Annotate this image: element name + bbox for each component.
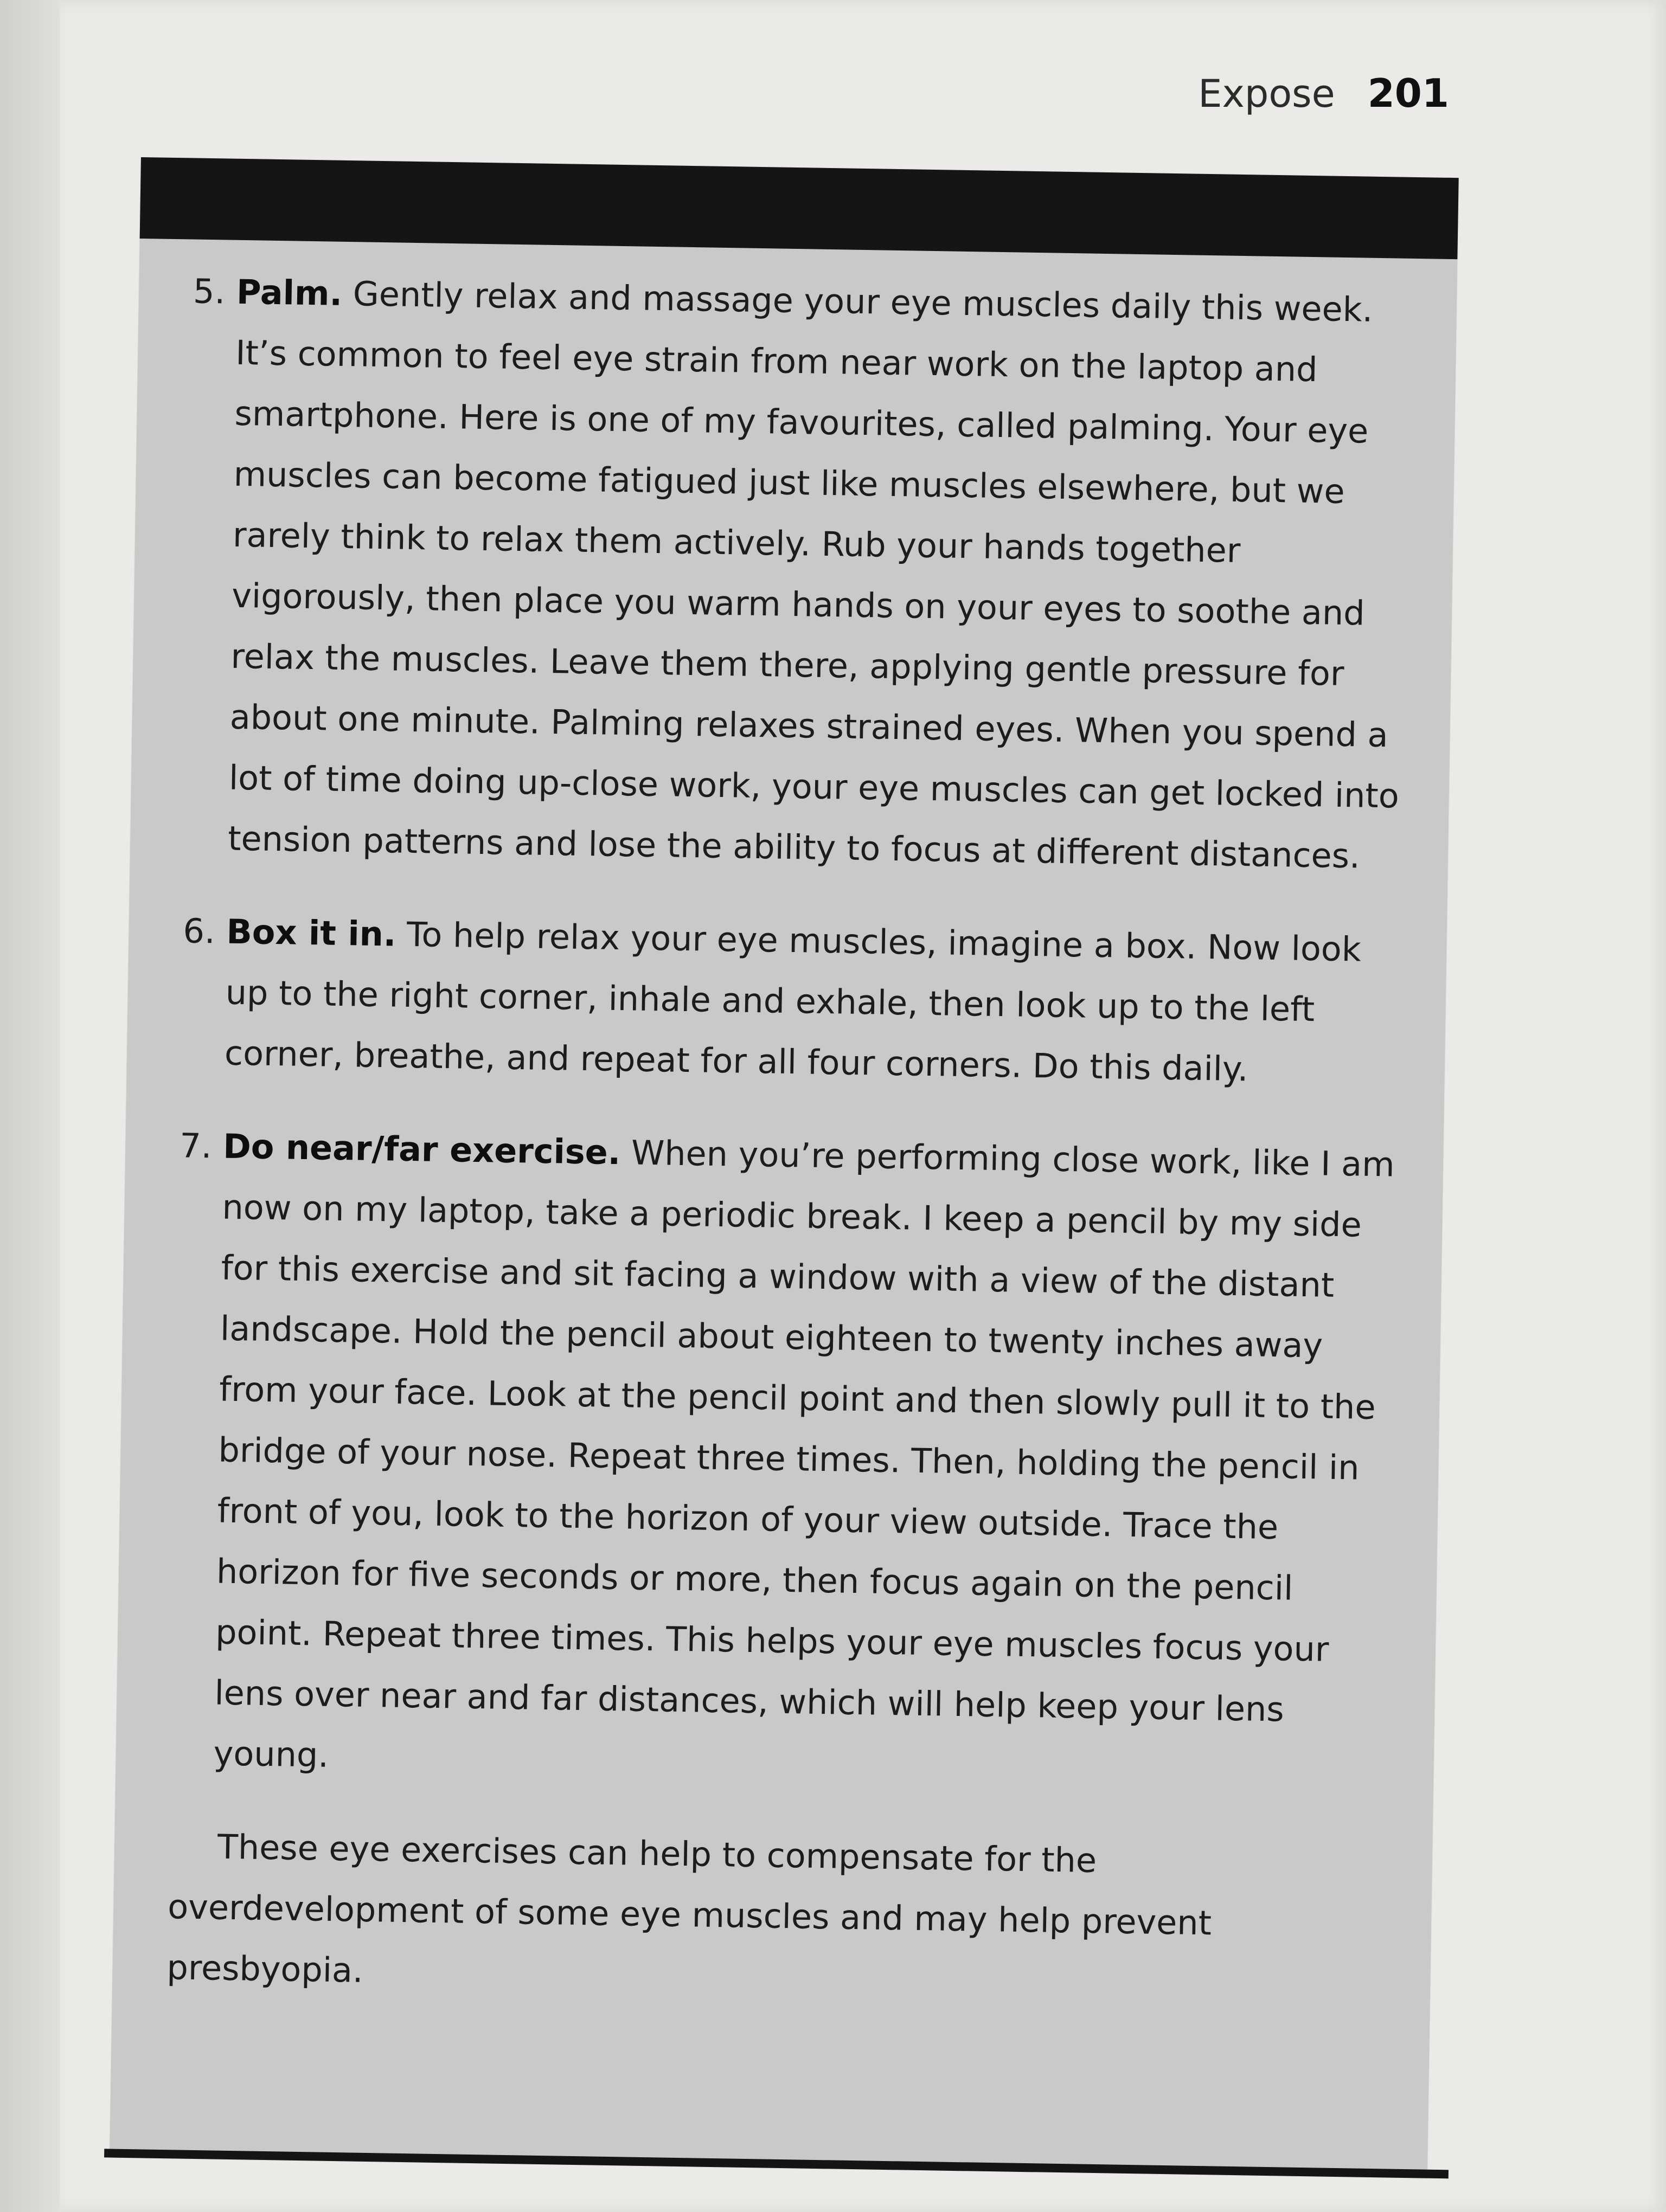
page-number: 201 [1367, 70, 1449, 116]
list-item-text: Gently relax and massage your eye muscles daily this week. It’s common to feel eye strain from near work on the laptop and smartphone. Here is one of my favourites, called palming. Your eye muscles can become fatigued just like muscles elsewhere, but we rarely think to relax them actively. Rub your hands together vigorously, then place you warm hands on your eyes to soothe and relax the muscles. Leave them there, applying gentle pressure for about one minute. Palming relaxes strained eyes. When you spend a lot of time doing up-close work, your eye muscles can get locked into tension patterns and lose the ability to focus at different distances. [227, 273, 1400, 876]
closing-paragraph: These eye exercises can help to compensate for the overdevelopment of some eye muscles and may help prevent presbyopia. [166, 1827, 1212, 1990]
list-item-body [227, 262, 1413, 888]
list-item-lead: Palm. [236, 272, 343, 313]
list-item-number: 6. [183, 911, 216, 951]
list-item-text: When you’re performing close work, like I am now on my laptop, take a periodic break. I keep a pencil by my side for this exercise and sit facing a window with a view of the distant landscape. Hold the pencil about eighteen to twenty inches away from your face. Look at the pencil point and then slowly pull it to the bridge of your nose. Repeat three times. Then, holding the pencil in front of you, look to the horizon of your view outside. Trace the horizon for five seconds or more, then focus again on the pencil point. Repeat three times. This helps your eye muscles focus your lens over near and far distances, which will help keep your lens young. [213, 1133, 1395, 1775]
list-item-body [213, 1116, 1400, 1803]
running-head [1198, 70, 1449, 116]
running-head-section: Expose [1198, 72, 1335, 116]
list-item-text: To help relax your eye muscles, imagine a box. Now look up to the right corner, inhale and exhale, then look up to the left corner, breathe, and repeat for all four corners. Do this daily. [224, 914, 1362, 1089]
list-item-number: 5. [193, 271, 226, 312]
list-item [170, 1115, 1400, 1802]
list-item [181, 901, 1404, 1102]
list-item-lead: Box it in. [226, 911, 396, 954]
list-item-lead: Do near/far exercise. [222, 1126, 621, 1173]
box-content [166, 261, 1414, 2051]
list-item-number: 7. [179, 1126, 213, 1166]
sidebar-box [110, 157, 1459, 2178]
list-item [184, 261, 1413, 888]
list-item-body [224, 902, 1404, 1102]
